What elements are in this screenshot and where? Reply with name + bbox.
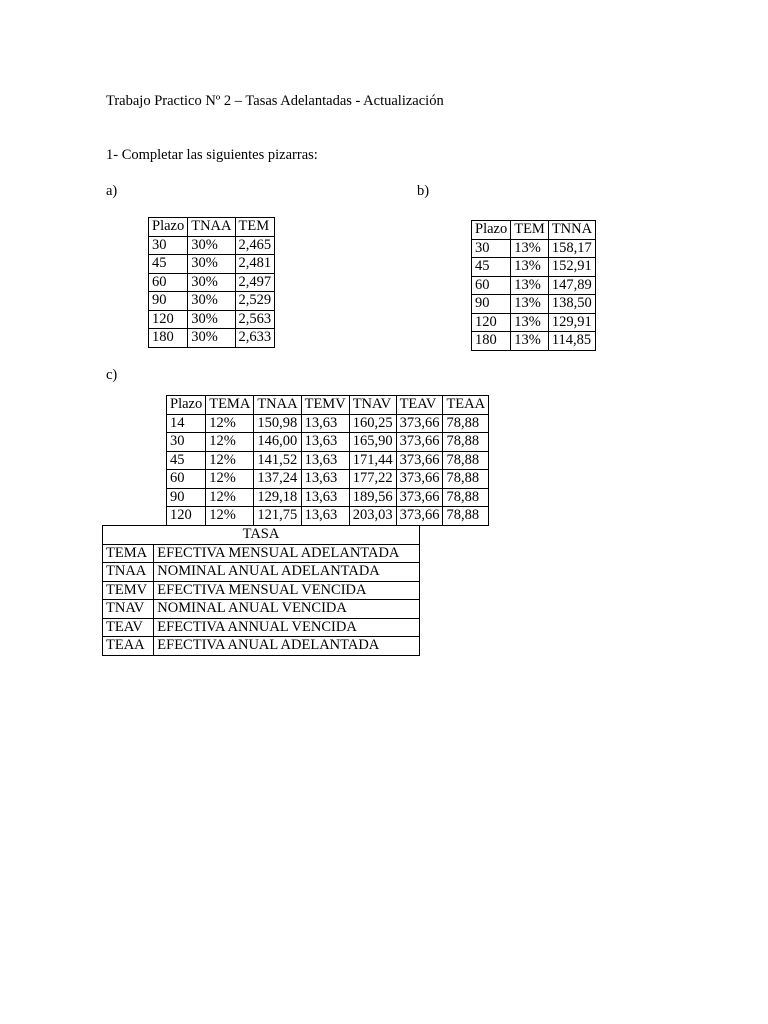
table-cell: 13% [511, 258, 549, 277]
table-row [472, 258, 596, 277]
table-cell: 13% [511, 239, 549, 258]
table-cell: TEAV [103, 618, 154, 637]
table-cell: 180 [472, 332, 511, 351]
table-row [472, 313, 596, 332]
table-cell: 30 [167, 433, 206, 452]
section-b-label: b) [417, 183, 430, 199]
table-cell: 13,63 [301, 451, 349, 470]
table-cell: 120 [149, 310, 188, 329]
table-cell: 180 [149, 329, 188, 348]
column-header: TNAA [254, 396, 301, 415]
table-row [167, 451, 489, 470]
table-cell: 373,66 [396, 414, 443, 433]
table-cell: TNAA [103, 563, 154, 582]
table-row [167, 507, 489, 526]
legend-header-row [103, 526, 420, 545]
table-cell: 90 [167, 488, 206, 507]
table-cell: 78,88 [443, 451, 489, 470]
table-cell: 137,24 [254, 470, 301, 489]
table-row [103, 618, 420, 637]
table-cell: 30% [188, 255, 235, 274]
table-cell: EFECTIVA MENSUAL VENCIDA [154, 581, 420, 600]
table-row [472, 239, 596, 258]
table-cell: 129,91 [548, 313, 595, 332]
table-cell: EFECTIVA MENSUAL ADELANTADA [154, 544, 420, 563]
table-cell: 146,00 [254, 433, 301, 452]
table-cell: 12% [206, 414, 254, 433]
table-cell: 114,85 [548, 332, 595, 351]
table-row [149, 236, 275, 255]
table-cell: 373,66 [396, 470, 443, 489]
table-cell: 147,89 [548, 276, 595, 295]
column-header: TEAV [396, 396, 443, 415]
table-row [472, 295, 596, 314]
table-cell: 120 [167, 507, 206, 526]
table-cell: 141,52 [254, 451, 301, 470]
column-header: TEMA [206, 396, 254, 415]
legend-table [102, 525, 420, 656]
table-cell: 90 [472, 295, 511, 314]
table-cell: 30 [472, 239, 511, 258]
table-row [167, 414, 489, 433]
table-cell: 373,66 [396, 488, 443, 507]
table-cell: 13,63 [301, 470, 349, 489]
table-cell: TNAV [103, 600, 154, 619]
table-cell: 165,90 [349, 433, 396, 452]
table-cell: 30% [188, 329, 235, 348]
table-cell: TEMA [103, 544, 154, 563]
table-row [149, 329, 275, 348]
column-header: TNAA [188, 218, 235, 237]
column-header: Plazo [149, 218, 188, 237]
table-cell: 189,56 [349, 488, 396, 507]
table-cell: 152,91 [548, 258, 595, 277]
table-row [103, 637, 420, 656]
table-a-header-row [149, 218, 275, 237]
table-cell: 30% [188, 273, 235, 292]
table-cell: 2,633 [235, 329, 275, 348]
table-cell: 78,88 [443, 433, 489, 452]
table-cell: 13,63 [301, 433, 349, 452]
table-cell: 30% [188, 292, 235, 311]
column-header: TEM [235, 218, 275, 237]
table-cell: EFECTIVA ANUAL ADELANTADA [154, 637, 420, 656]
table-c [166, 395, 489, 526]
table-cell: 121,75 [254, 507, 301, 526]
table-cell: EFECTIVA ANNUAL VENCIDA [154, 618, 420, 637]
table-cell: 13% [511, 313, 549, 332]
column-header: Plazo [472, 221, 511, 240]
table-cell: 2,563 [235, 310, 275, 329]
table-cell: 150,98 [254, 414, 301, 433]
table-row [103, 581, 420, 600]
table-cell: 2,497 [235, 273, 275, 292]
table-cell: 13,63 [301, 488, 349, 507]
table-cell: 129,18 [254, 488, 301, 507]
table-cell: 12% [206, 470, 254, 489]
table-cell: 78,88 [443, 470, 489, 489]
table-cell: 45 [472, 258, 511, 277]
table-row [167, 433, 489, 452]
table-cell: 13,63 [301, 414, 349, 433]
table-row [103, 600, 420, 619]
table-cell: 60 [149, 273, 188, 292]
table-b-header-row [472, 221, 596, 240]
table-cell: TEMV [103, 581, 154, 600]
table-b [471, 220, 596, 351]
table-cell: 160,25 [349, 414, 396, 433]
column-header: TEAA [443, 396, 489, 415]
table-cell: 12% [206, 488, 254, 507]
table-cell: 45 [167, 451, 206, 470]
section-c-label: c) [106, 367, 118, 383]
table-cell: 2,481 [235, 255, 275, 274]
page-title: Trabajo Practico Nº 2 – Tasas Adelantadas - Actualización [106, 93, 444, 109]
table-row [472, 332, 596, 351]
table-cell: 90 [149, 292, 188, 311]
table-cell: 373,66 [396, 507, 443, 526]
table-row [149, 255, 275, 274]
table-row [149, 292, 275, 311]
table-cell: 30 [149, 236, 188, 255]
table-cell: 12% [206, 507, 254, 526]
table-cell: TEAA [103, 637, 154, 656]
table-row [167, 488, 489, 507]
table-cell: 12% [206, 451, 254, 470]
table-cell: 2,529 [235, 292, 275, 311]
table-cell: 203,03 [349, 507, 396, 526]
table-row [103, 563, 420, 582]
table-cell: 2,465 [235, 236, 275, 255]
table-cell: NOMINAL ANUAL ADELANTADA [154, 563, 420, 582]
table-cell: 158,17 [548, 239, 595, 258]
table-cell: 45 [149, 255, 188, 274]
table-cell: 60 [167, 470, 206, 489]
table-cell: 78,88 [443, 488, 489, 507]
table-cell: 138,50 [548, 295, 595, 314]
legend-header: TASA [103, 526, 420, 545]
table-row [149, 273, 275, 292]
table-cell: 60 [472, 276, 511, 295]
table-row [149, 310, 275, 329]
table-cell: 120 [472, 313, 511, 332]
table-cell: 177,22 [349, 470, 396, 489]
table-cell: 13% [511, 332, 549, 351]
table-c-header-row [167, 396, 489, 415]
table-cell: 373,66 [396, 433, 443, 452]
column-header: TNAV [349, 396, 396, 415]
instruction-text: 1- Completar las siguientes pizarras: [106, 147, 318, 163]
column-header: TEM [511, 221, 549, 240]
table-cell: 14 [167, 414, 206, 433]
table-cell: 13,63 [301, 507, 349, 526]
table-cell: 373,66 [396, 451, 443, 470]
table-cell: 30% [188, 310, 235, 329]
section-a-label: a) [106, 183, 118, 199]
table-cell: 13% [511, 276, 549, 295]
table-cell: 78,88 [443, 414, 489, 433]
table-cell: 12% [206, 433, 254, 452]
column-header: Plazo [167, 396, 206, 415]
table-cell: 78,88 [443, 507, 489, 526]
column-header: TEMV [301, 396, 349, 415]
table-row [167, 470, 489, 489]
column-header: TNNA [548, 221, 595, 240]
table-cell: 13% [511, 295, 549, 314]
table-row [103, 544, 420, 563]
table-cell: 30% [188, 236, 235, 255]
table-row [472, 276, 596, 295]
table-cell: 171,44 [349, 451, 396, 470]
table-a [148, 217, 275, 348]
table-cell: NOMINAL ANUAL VENCIDA [154, 600, 420, 619]
